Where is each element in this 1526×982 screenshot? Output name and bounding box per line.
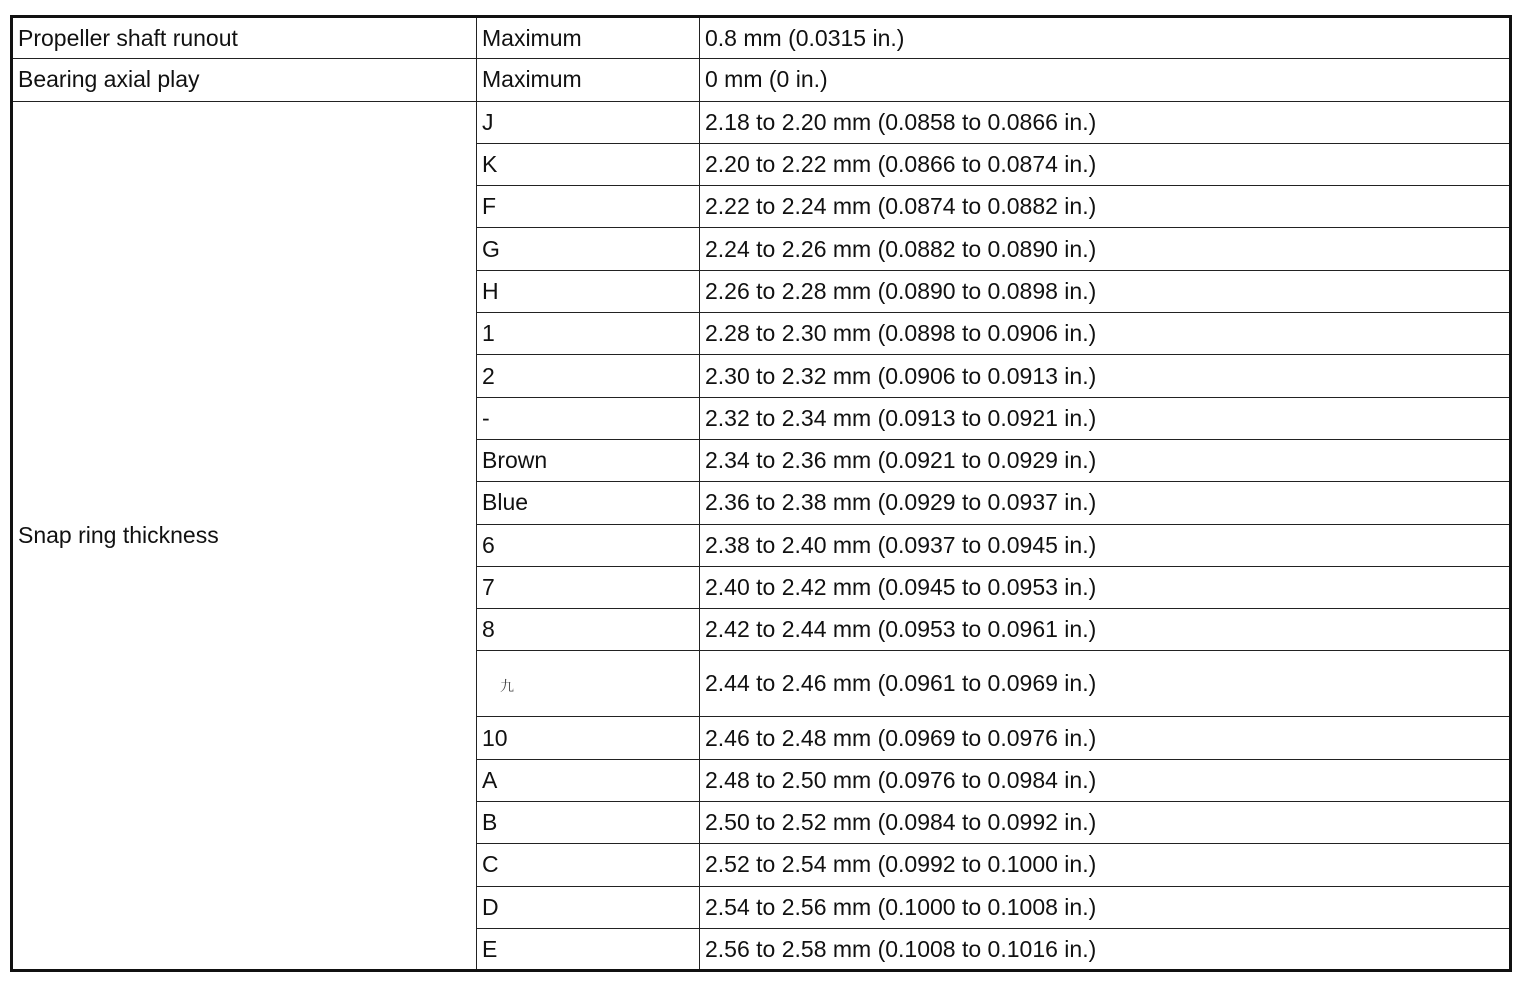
mark-cell: D [477,886,700,928]
thickness-value-cell: 2.30 to 2.32 mm (0.0906 to 0.0913 in.) [700,355,1511,397]
thickness-value-cell: 2.26 to 2.28 mm (0.0890 to 0.0898 in.) [700,270,1511,312]
condition-cell: Maximum [477,59,700,101]
mark-cell: J [477,101,700,143]
specification-table [10,15,1512,972]
thickness-value-cell: 2.56 to 2.58 mm (0.1008 to 0.1016 in.) [700,928,1511,970]
thickness-value-cell: 2.24 to 2.26 mm (0.0882 to 0.0890 in.) [700,228,1511,270]
mark-cell: Brown [477,439,700,481]
thickness-value-cell: 2.46 to 2.48 mm (0.0969 to 0.0976 in.) [700,717,1511,759]
value-cell: 0 mm (0 in.) [700,59,1511,101]
table-row [12,59,1511,101]
item-cell: Propeller shaft runout [12,17,477,59]
mark-cell [477,651,700,717]
mark-cell: H [477,270,700,312]
value-cell: 0.8 mm (0.0315 in.) [700,17,1511,59]
thickness-value-cell: 2.44 to 2.46 mm (0.0961 to 0.0969 in.) [700,651,1511,717]
mark-cell: 6 [477,524,700,566]
thickness-value-cell: 2.38 to 2.40 mm (0.0937 to 0.0945 in.) [700,524,1511,566]
table-row [12,101,1511,143]
thickness-value-cell: 2.32 to 2.34 mm (0.0913 to 0.0921 in.) [700,397,1511,439]
mark-cell: K [477,143,700,185]
thickness-value-cell: 2.50 to 2.52 mm (0.0984 to 0.0992 in.) [700,802,1511,844]
mark-cell: G [477,228,700,270]
mark-cell: 2 [477,355,700,397]
thickness-value-cell: 2.52 to 2.54 mm (0.0992 to 0.1000 in.) [700,844,1511,886]
mark-cell: 1 [477,313,700,355]
mark-cell: 7 [477,566,700,608]
mark-cell: Blue [477,482,700,524]
mark-cell: E [477,928,700,970]
specification-table-body [12,17,1511,971]
mark-cell: - [477,397,700,439]
thickness-value-cell: 2.18 to 2.20 mm (0.0858 to 0.0866 in.) [700,101,1511,143]
mark-cell: A [477,759,700,801]
thickness-value-cell: 2.36 to 2.38 mm (0.0929 to 0.0937 in.) [700,482,1511,524]
mark-cell: C [477,844,700,886]
thickness-value-cell: 2.42 to 2.44 mm (0.0953 to 0.0961 in.) [700,609,1511,651]
mark-cell: B [477,802,700,844]
mark-cell: 10 [477,717,700,759]
thickness-value-cell: 2.20 to 2.22 mm (0.0866 to 0.0874 in.) [700,143,1511,185]
thickness-value-cell: 2.48 to 2.50 mm (0.0976 to 0.0984 in.) [700,759,1511,801]
thickness-value-cell: 2.28 to 2.30 mm (0.0898 to 0.0906 in.) [700,313,1511,355]
condition-cell: Maximum [477,17,700,59]
mark-cell: 8 [477,609,700,651]
thickness-value-cell: 2.34 to 2.36 mm (0.0921 to 0.0929 in.) [700,439,1511,481]
thickness-value-cell: 2.22 to 2.24 mm (0.0874 to 0.0882 in.) [700,186,1511,228]
thickness-value-cell: 2.40 to 2.42 mm (0.0945 to 0.0953 in.) [700,566,1511,608]
mark-glyph: 九 [500,678,514,695]
item-cell: Bearing axial play [12,59,477,101]
thickness-value-cell: 2.54 to 2.56 mm (0.1000 to 0.1008 in.) [700,886,1511,928]
mark-cell: F [477,186,700,228]
table-row [12,17,1511,59]
snap-ring-item-cell: Snap ring thickness [12,101,477,971]
